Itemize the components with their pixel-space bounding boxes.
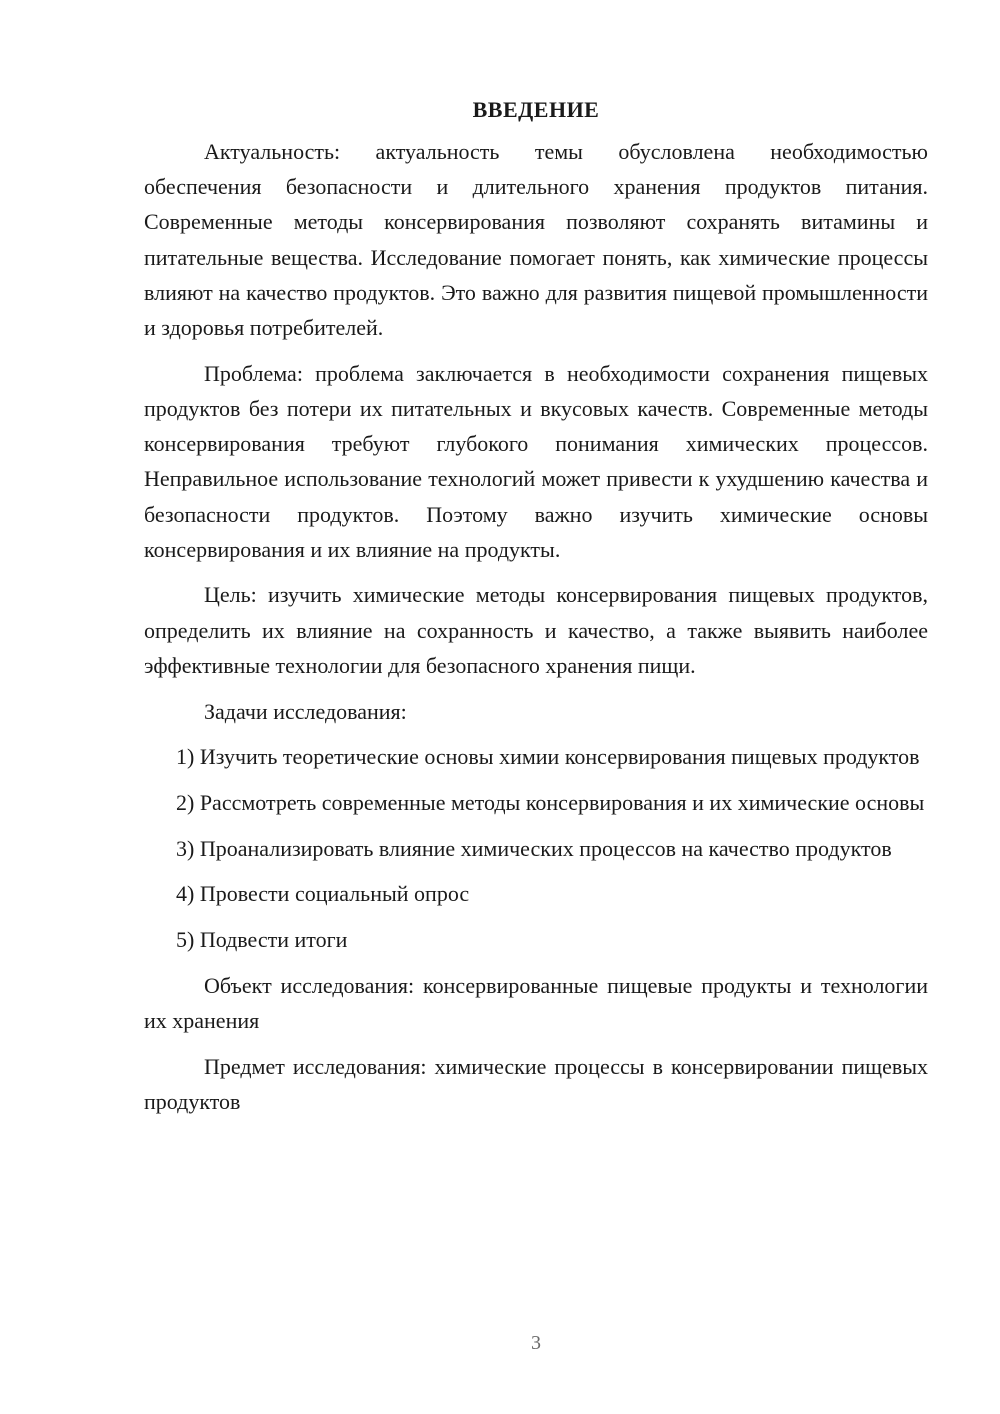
page-number: 3: [531, 1332, 541, 1354]
relevance-paragraph: Актуальность: актуальность темы обусловлена необходимостью обеспечения безопасности и длительного хранения продуктов питания. Современные методы консервирования позволяют сохранять витамины и питательные вещества. Исследование помогает понять, как химические процессы влияют на качество продуктов. Это важно для развития пищевой промышленности и здоровья потребителей.: [144, 139, 928, 341]
task-item: 3) Проанализировать влияние химических процессов на качество продуктов: [176, 835, 892, 861]
section-title: ВВЕДЕНИЕ: [472, 97, 600, 122]
task-item: 2) Рассмотреть современные методы консервирования и их химические основы: [176, 789, 925, 815]
goal-paragraph: Цель: изучить химические методы консервирования пищевых продуктов, определить их влияние на сохранность и качество, а также выявить наиболее эффективные технологии для безопасного хранения пищи.: [144, 582, 928, 678]
object-paragraph: Объект исследования: консервированные пищевые продукты и технологии их хранения: [144, 972, 928, 1033]
document-page: [144, 92, 928, 1130]
tasks-heading: Задачи исследования:: [204, 698, 407, 724]
task-item: 1) Изучить теоретические основы химии консервирования пищевых продуктов: [176, 744, 920, 770]
problem-paragraph: Проблема: проблема заключается в необходимости сохранения пищевых продуктов без потери их питательных и вкусовых качеств. Современные методы консервирования требуют глубокого понимания химических процессов. Неправильное использование технологий может привести к ухудшению качества и безопасности продуктов. Поэтому важно изучить химические основы консервирования и их влияние на продукты.: [144, 360, 928, 562]
task-item: 4) Провести социальный опрос: [176, 881, 470, 907]
subject-paragraph: Предмет исследования: химические процессы в консервировании пищевых продуктов: [144, 1053, 928, 1114]
task-item: 5) Подвести итоги: [176, 927, 348, 953]
